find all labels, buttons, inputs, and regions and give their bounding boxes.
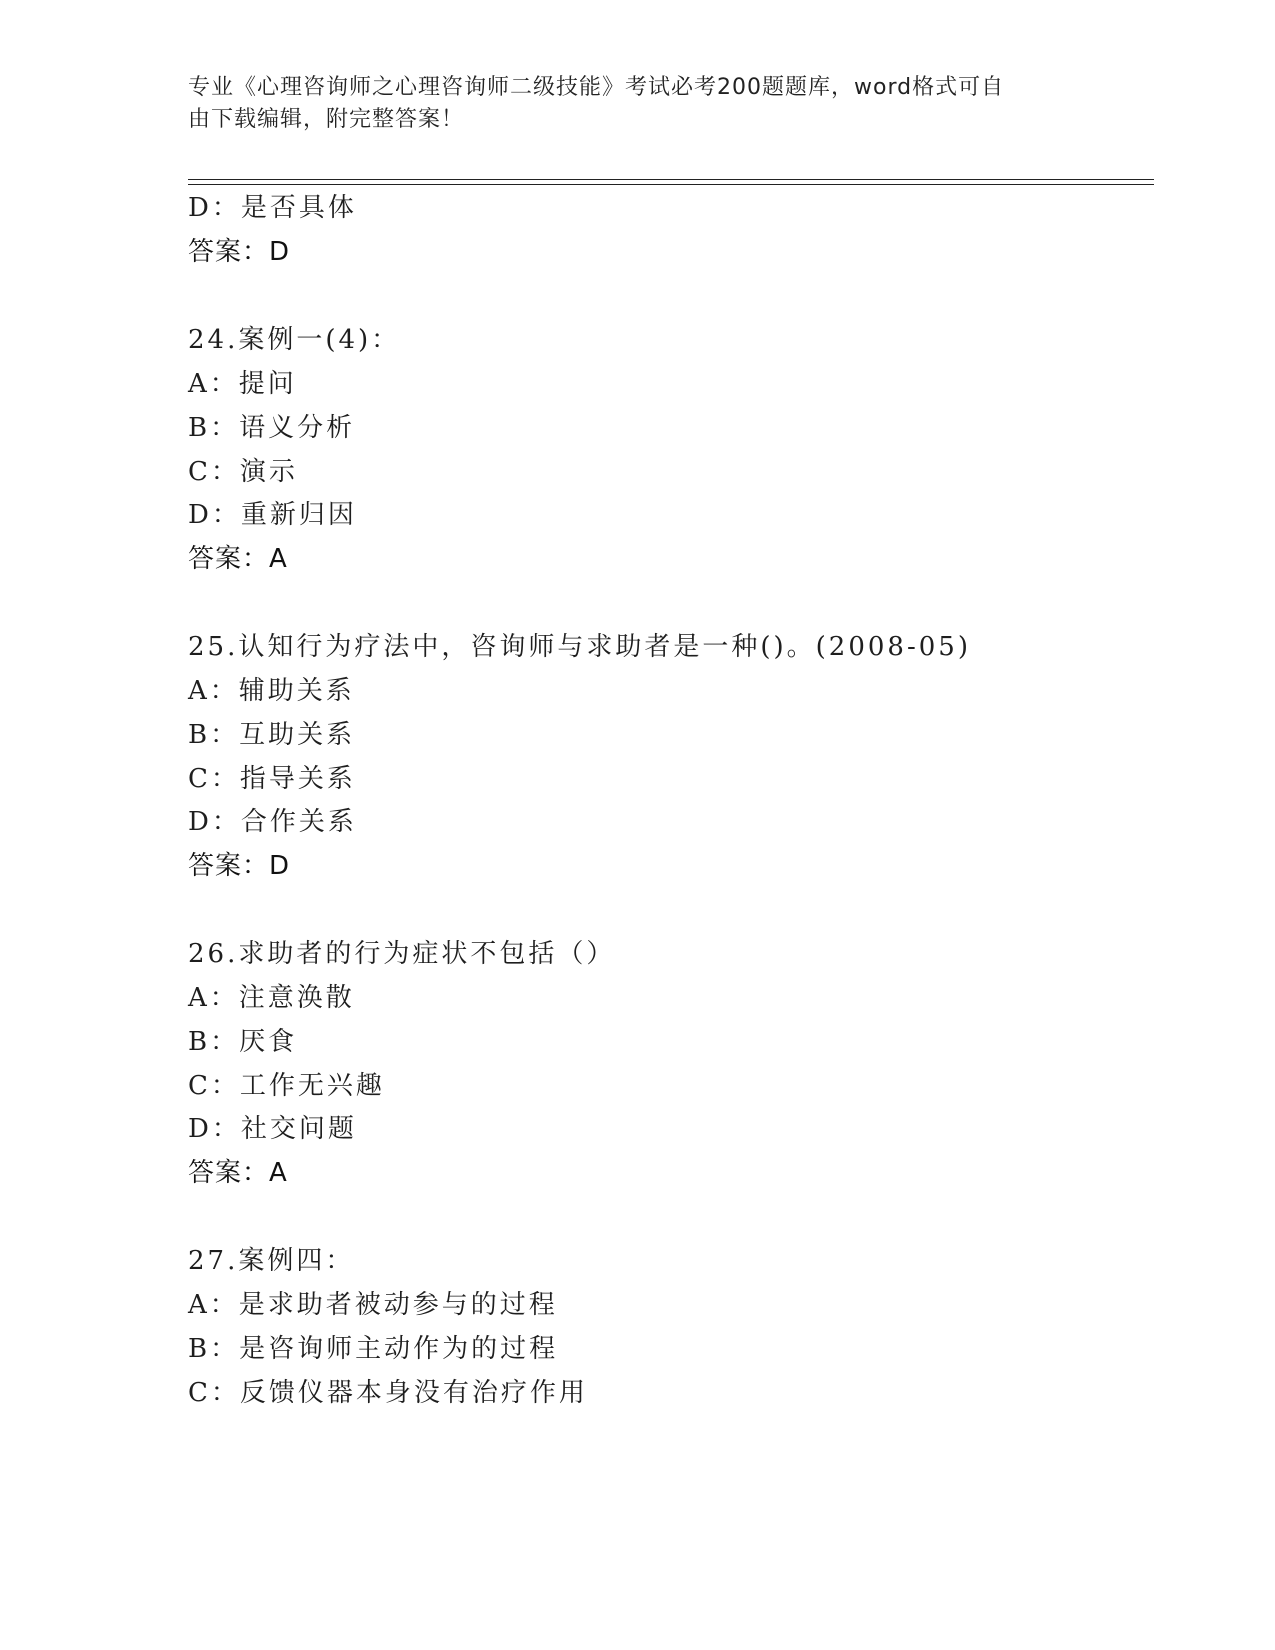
- option-d: D：社交问题: [188, 1114, 357, 1144]
- option-c: C：演示: [188, 457, 298, 487]
- header-line-1: 专业《心理咨询师之心理咨询师二级技能》考试必考200题题库，word格式可自: [188, 75, 1005, 100]
- option-a: A：注意涣散: [188, 983, 355, 1013]
- option-a: A：是求助者被动参与的过程: [188, 1290, 558, 1320]
- option-c: C：指导关系: [188, 764, 356, 794]
- option-b: B：是咨询师主动作为的过程: [188, 1334, 559, 1364]
- header-divider-bottom: [188, 184, 1154, 185]
- option-b: B：语义分析: [188, 413, 356, 443]
- document-header: [188, 72, 1088, 136]
- answer-line: 答案：A: [188, 544, 288, 574]
- option-b: B：互助关系: [188, 720, 356, 750]
- option-d: D：合作关系: [188, 807, 357, 837]
- answer-line: 答案：D: [188, 851, 291, 881]
- answer-line: 答案：D: [188, 237, 291, 267]
- option-c: C：工作无兴趣: [188, 1071, 385, 1101]
- option-a: A：提问: [188, 369, 297, 399]
- header-divider-top: [188, 179, 1154, 180]
- option-d: D：是否具体: [188, 193, 357, 223]
- answer-line: 答案：A: [188, 1158, 288, 1188]
- option-b: B：厌食: [188, 1027, 298, 1057]
- question-stem-27: 27.案例四：: [188, 1246, 355, 1276]
- option-d: D：重新归因: [188, 500, 357, 530]
- question-stem-26: 26.求助者的行为症状不包括（）: [188, 939, 616, 969]
- option-c: C：反馈仪器本身没有治疗作用: [188, 1378, 588, 1408]
- question-stem-24: 24.案例一(4)：: [188, 325, 401, 355]
- option-a: A：辅助关系: [188, 676, 355, 706]
- header-line-2: 由下载编辑，附完整答案！: [188, 107, 465, 132]
- question-stem-25: 25.认知行为疗法中，咨询师与求助者是一种()。(2008-05): [188, 632, 971, 662]
